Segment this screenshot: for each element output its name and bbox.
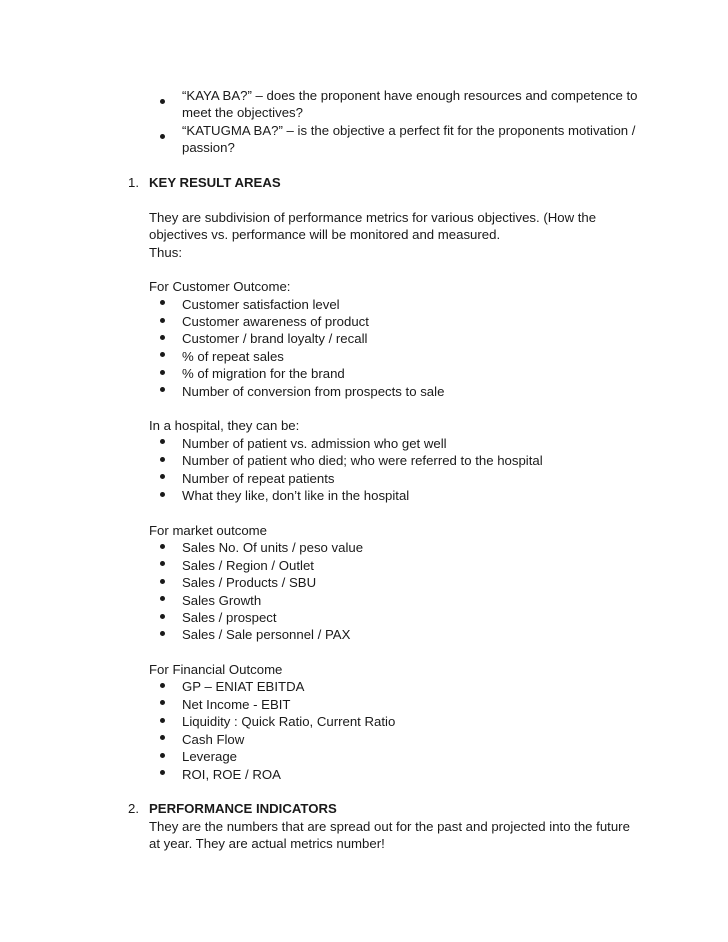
list-item: Sales / Sale personnel / PAX (182, 627, 351, 642)
bullet-icon (160, 614, 165, 619)
bullet-icon (160, 561, 165, 566)
bullet-icon (160, 387, 165, 392)
list-item: Customer / brand loyalty / recall (182, 331, 368, 346)
section-2-number: 2. (128, 801, 139, 816)
list-item: Number of patient vs. admission who get well (182, 436, 447, 451)
list-item: Number of conversion from prospects to sale (182, 384, 445, 399)
list-item: Leverage (182, 749, 237, 764)
list-item: Liquidity : Quick Ratio, Current Ratio (182, 714, 396, 729)
bullet-icon (160, 352, 165, 357)
pi-text-line-1: They are the numbers that are spread out for the past and projected into the future (149, 819, 630, 834)
list-item: Sales Growth (182, 593, 262, 608)
list-item: What they like, don’t like in the hospital (182, 488, 410, 503)
bullet-icon (160, 99, 165, 104)
section-1-number: 1. (128, 175, 139, 190)
top-bullet-1-line-2: meet the objectives? (182, 105, 303, 120)
list-item: Customer satisfaction level (182, 297, 340, 312)
bullet-icon (160, 596, 165, 601)
list-item: % of repeat sales (182, 349, 284, 364)
kra-intro-line-2: objectives vs. performance will be monitored and measured. (149, 227, 501, 242)
bullet-icon (160, 134, 165, 139)
bullet-icon (160, 457, 165, 462)
bullet-icon (160, 700, 165, 705)
section-1-heading: KEY RESULT AREAS (149, 175, 281, 190)
top-bullet-1-line-1: “KAYA BA?” – does the proponent have enough resources and competence to (182, 88, 638, 103)
bullet-icon (160, 735, 165, 740)
bullet-icon (160, 318, 165, 323)
list-item: % of migration for the brand (182, 366, 345, 381)
section-2-heading: PERFORMANCE INDICATORS (149, 801, 337, 816)
bullet-icon (160, 439, 165, 444)
top-bullet-2-line-1: “KATUGMA BA?” – is the objective a perfect fit for the proponents motivation / (182, 123, 636, 138)
pi-text-line-2: at year. They are actual metrics number! (149, 836, 385, 851)
bullet-icon (160, 544, 165, 549)
bullet-icon (160, 718, 165, 723)
list-item: Sales / Products / SBU (182, 575, 317, 590)
list-item: Number of patient who died; who were referred to the hospital (182, 453, 543, 468)
bullet-icon (160, 579, 165, 584)
bullet-icon (160, 753, 165, 758)
bullet-icon (160, 474, 165, 479)
kra-intro-line-3: Thus: (149, 245, 182, 260)
group-financial-title: For Financial Outcome (149, 662, 283, 677)
list-item: GP – ENIAT EBITDA (182, 679, 305, 694)
list-item: Net Income - EBIT (182, 697, 291, 712)
group-hospital-title: In a hospital, they can be: (149, 418, 300, 433)
group-market-title: For market outcome (149, 523, 267, 538)
bullet-icon (160, 631, 165, 636)
bullet-icon (160, 770, 165, 775)
list-item: ROI, ROE / ROA (182, 767, 281, 782)
list-item: Customer awareness of product (182, 314, 369, 329)
top-bullet-2-line-2: passion? (182, 140, 235, 155)
bullet-icon (160, 492, 165, 497)
list-item: Cash Flow (182, 732, 245, 747)
bullet-icon (160, 335, 165, 340)
kra-intro-line-1: They are subdivision of performance metrics for various objectives. (How the (149, 210, 597, 225)
list-item: Sales / prospect (182, 610, 277, 625)
list-item: Sales / Region / Outlet (182, 558, 314, 573)
bullet-icon (160, 300, 165, 305)
list-item: Sales No. Of units / peso value (182, 540, 364, 555)
bullet-icon (160, 683, 165, 688)
bullet-icon (160, 370, 165, 375)
list-item: Number of repeat patients (182, 471, 335, 486)
group-customer-title: For Customer Outcome: (149, 279, 291, 294)
